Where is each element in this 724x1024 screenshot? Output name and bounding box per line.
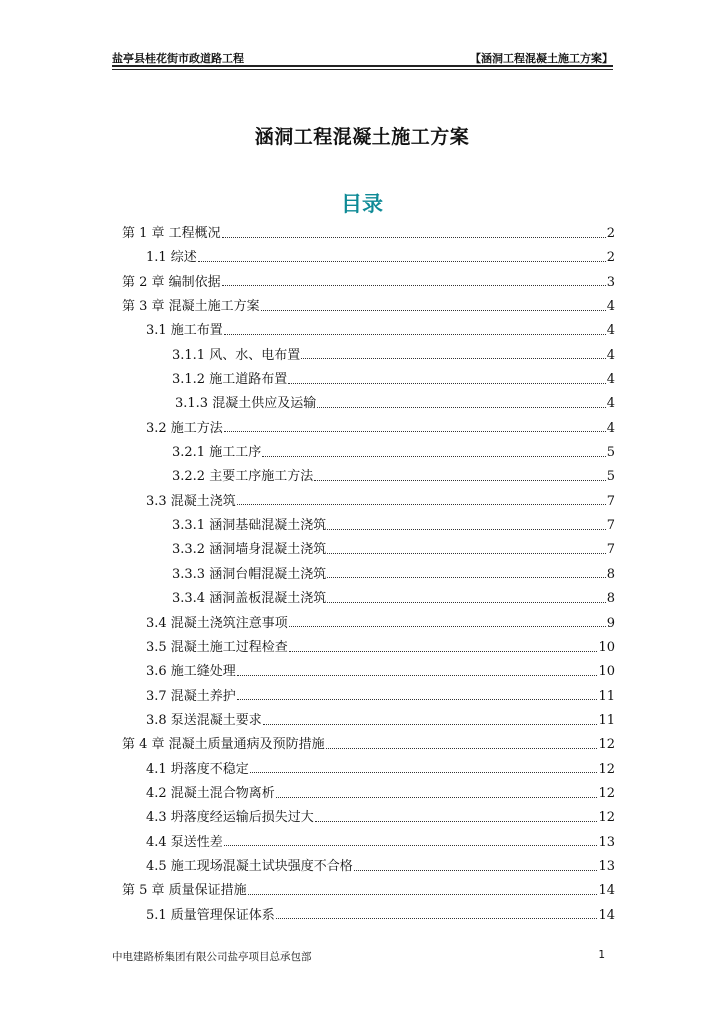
toc-entry-page: 4	[606, 372, 615, 388]
document-title: 涵洞工程混凝土施工方案	[254, 126, 470, 148]
toc-heading: 目录	[341, 192, 383, 216]
toc-entry-page: 11	[598, 688, 615, 704]
toc-entry[interactable]	[122, 417, 615, 441]
toc-entry-title: 3.1.2 施工道路布置	[172, 372, 288, 388]
toc-entry-page: 11	[598, 712, 615, 728]
toc-dot-leader	[289, 651, 598, 652]
toc-entry-title: 1.1 综述	[146, 250, 197, 266]
toc-entry[interactable]	[122, 782, 615, 806]
toc-dot-leader	[354, 870, 598, 871]
toc-dot-leader	[301, 358, 606, 359]
toc-dot-leader	[262, 456, 606, 457]
toc-entry-page: 4	[606, 347, 615, 363]
toc-entry-page: 7	[606, 493, 615, 509]
toc-entry[interactable]	[122, 490, 615, 514]
toc-dot-leader	[327, 553, 606, 554]
toc-entry-page: 7	[606, 542, 615, 558]
toc-entry-title: 3.1 施工布置	[146, 323, 223, 339]
toc-entry-page: 2	[606, 226, 615, 241]
toc-entry-title: 第 1 章 工程概况	[122, 226, 221, 241]
toc-entry-page: 7	[606, 518, 615, 534]
toc-entry[interactable]	[122, 587, 615, 611]
toc-dot-leader	[224, 431, 606, 432]
toc-entry[interactable]	[122, 271, 615, 295]
toc-dot-leader	[237, 675, 598, 676]
footer-page-number: 1	[598, 949, 605, 961]
toc-entry[interactable]	[122, 879, 615, 903]
toc-entry-page: 12	[598, 737, 615, 753]
toc-entry[interactable]	[122, 855, 615, 879]
toc-entry[interactable]	[122, 319, 615, 343]
toc-entry[interactable]	[122, 441, 615, 465]
toc-entry[interactable]	[122, 368, 615, 392]
toc-entry-title: 3.3.1 涵洞基础混凝土浇筑	[172, 518, 327, 534]
toc-entry-page: 2	[606, 250, 615, 266]
toc-entry-title: 3.8 泵送混凝土要求	[146, 712, 262, 728]
toc-entry[interactable]	[122, 392, 615, 416]
toc-entry-title: 3.3.2 涵洞墙身混凝土浇筑	[172, 542, 327, 558]
toc-entry-page: 14	[598, 907, 615, 923]
toc-entry-page: 8	[606, 566, 615, 582]
header-document-name: 【涵洞工程混凝土施工方案】	[470, 52, 613, 65]
toc-dot-leader	[327, 577, 606, 578]
toc-dot-leader	[263, 724, 598, 725]
toc-entry[interactable]	[122, 758, 615, 782]
toc-dot-leader	[315, 821, 598, 822]
toc-entry[interactable]	[122, 733, 615, 757]
header-rule-thin	[112, 69, 613, 70]
toc-dot-leader	[314, 480, 606, 481]
toc-entry-page: 13	[598, 834, 615, 850]
toc-dot-leader	[224, 845, 598, 846]
header-project-name: 盐亭县桂花街市政道路工程	[112, 52, 244, 65]
toc-entry-title: 3.5 混凝土施工过程检查	[146, 639, 288, 655]
toc-entry-title: 5.1 质量管理保证体系	[146, 907, 275, 923]
toc-entry-title: 4.2 混凝土混合物离析	[146, 785, 275, 801]
toc-entry-page: 4	[606, 396, 615, 412]
toc-entry-page: 4	[606, 323, 615, 339]
toc-dot-leader	[250, 772, 598, 773]
toc-entry-title: 3.4 混凝土浇筑注意事项	[146, 615, 288, 631]
toc-entry-page: 5	[606, 469, 615, 485]
toc-entry-page: 13	[598, 858, 615, 874]
toc-entry-title: 3.6 施工缝处理	[146, 664, 236, 680]
toc-dot-leader	[224, 334, 606, 335]
toc-entry[interactable]	[122, 514, 615, 538]
toc-dot-leader	[276, 918, 598, 919]
toc-dot-leader	[276, 797, 598, 798]
toc-entry[interactable]	[122, 222, 615, 246]
toc-entry[interactable]	[122, 904, 615, 928]
toc-entry-title: 4.5 施工现场混凝土试块强度不合格	[146, 858, 353, 874]
header-rule-thick	[112, 65, 613, 67]
toc-dot-leader	[222, 237, 606, 238]
toc-entry[interactable]	[122, 612, 615, 636]
table-of-contents	[122, 222, 615, 928]
toc-dot-leader	[327, 529, 606, 530]
toc-entry-title: 3.3.4 涵洞盖板混凝土浇筑	[172, 591, 327, 607]
toc-dot-leader	[237, 699, 598, 700]
toc-entry-title: 第 3 章 混凝土施工方案	[122, 299, 260, 315]
page-footer	[112, 949, 613, 963]
toc-entry[interactable]	[122, 295, 615, 319]
toc-entry-title: 3.3 混凝土浇筑	[146, 493, 236, 509]
toc-entry-page: 4	[606, 299, 615, 315]
toc-entry[interactable]	[122, 246, 615, 270]
toc-entry[interactable]	[122, 563, 615, 587]
toc-entry[interactable]	[122, 806, 615, 830]
toc-entry-title: 3.2 施工方法	[146, 420, 223, 436]
toc-entry-title: 4.3 坍落度经运输后损失过大	[146, 810, 314, 826]
toc-entry[interactable]	[122, 465, 615, 489]
toc-dot-leader	[289, 626, 606, 627]
toc-entry-title: 3.3.3 涵洞台帽混凝土浇筑	[172, 566, 327, 582]
toc-dot-leader	[326, 748, 598, 749]
toc-dot-leader	[198, 261, 606, 262]
toc-dot-leader	[248, 894, 598, 895]
toc-entry-title: 3.2.2 主要工序施工方法	[172, 469, 314, 485]
toc-dot-leader	[237, 504, 606, 505]
toc-entry-page: 14	[598, 883, 615, 899]
toc-entry-title: 3.1.3 混凝土供应及运输	[175, 396, 317, 412]
toc-entry-title: 4.1 坍落度不稳定	[146, 761, 249, 777]
toc-entry-title: 3.2.1 施工工序	[172, 445, 262, 461]
toc-entry-title: 第 4 章 混凝土质量通病及预防措施	[122, 737, 325, 753]
footer-company-name: 中电建路桥集团有限公司盐亭项目总承包部	[112, 951, 312, 963]
toc-entry-title: 3.7 混凝土养护	[146, 688, 236, 704]
toc-entry-page: 10	[598, 664, 615, 680]
toc-dot-leader	[327, 602, 606, 603]
toc-entry[interactable]	[122, 538, 615, 562]
toc-entry[interactable]	[122, 709, 615, 733]
toc-entry[interactable]	[122, 344, 615, 368]
toc-entry[interactable]	[122, 685, 615, 709]
page-header	[112, 50, 613, 64]
toc-entry-page: 10	[598, 639, 615, 655]
toc-entry-title: 3.1.1 风、水、电布置	[172, 347, 301, 363]
toc-entry-page: 8	[606, 591, 615, 607]
toc-dot-leader	[222, 285, 606, 286]
toc-entry[interactable]	[122, 660, 615, 684]
toc-entry-page: 12	[598, 761, 615, 777]
toc-dot-leader	[261, 310, 606, 311]
toc-entry-page: 3	[606, 274, 615, 290]
toc-entry[interactable]	[122, 636, 615, 660]
toc-entry-page: 9	[606, 615, 615, 631]
toc-entry-title: 4.4 泵送性差	[146, 834, 223, 850]
toc-entry-title: 第 2 章 编制依据	[122, 274, 221, 290]
toc-dot-leader	[288, 383, 606, 384]
toc-entry-page: 12	[598, 810, 615, 826]
toc-entry-title: 第 5 章 质量保证措施	[122, 883, 247, 899]
toc-entry-page: 12	[598, 785, 615, 801]
toc-entry-page: 5	[606, 445, 615, 461]
toc-entry[interactable]	[122, 831, 615, 855]
toc-dot-leader	[317, 407, 606, 408]
toc-entry-page: 4	[606, 420, 615, 436]
